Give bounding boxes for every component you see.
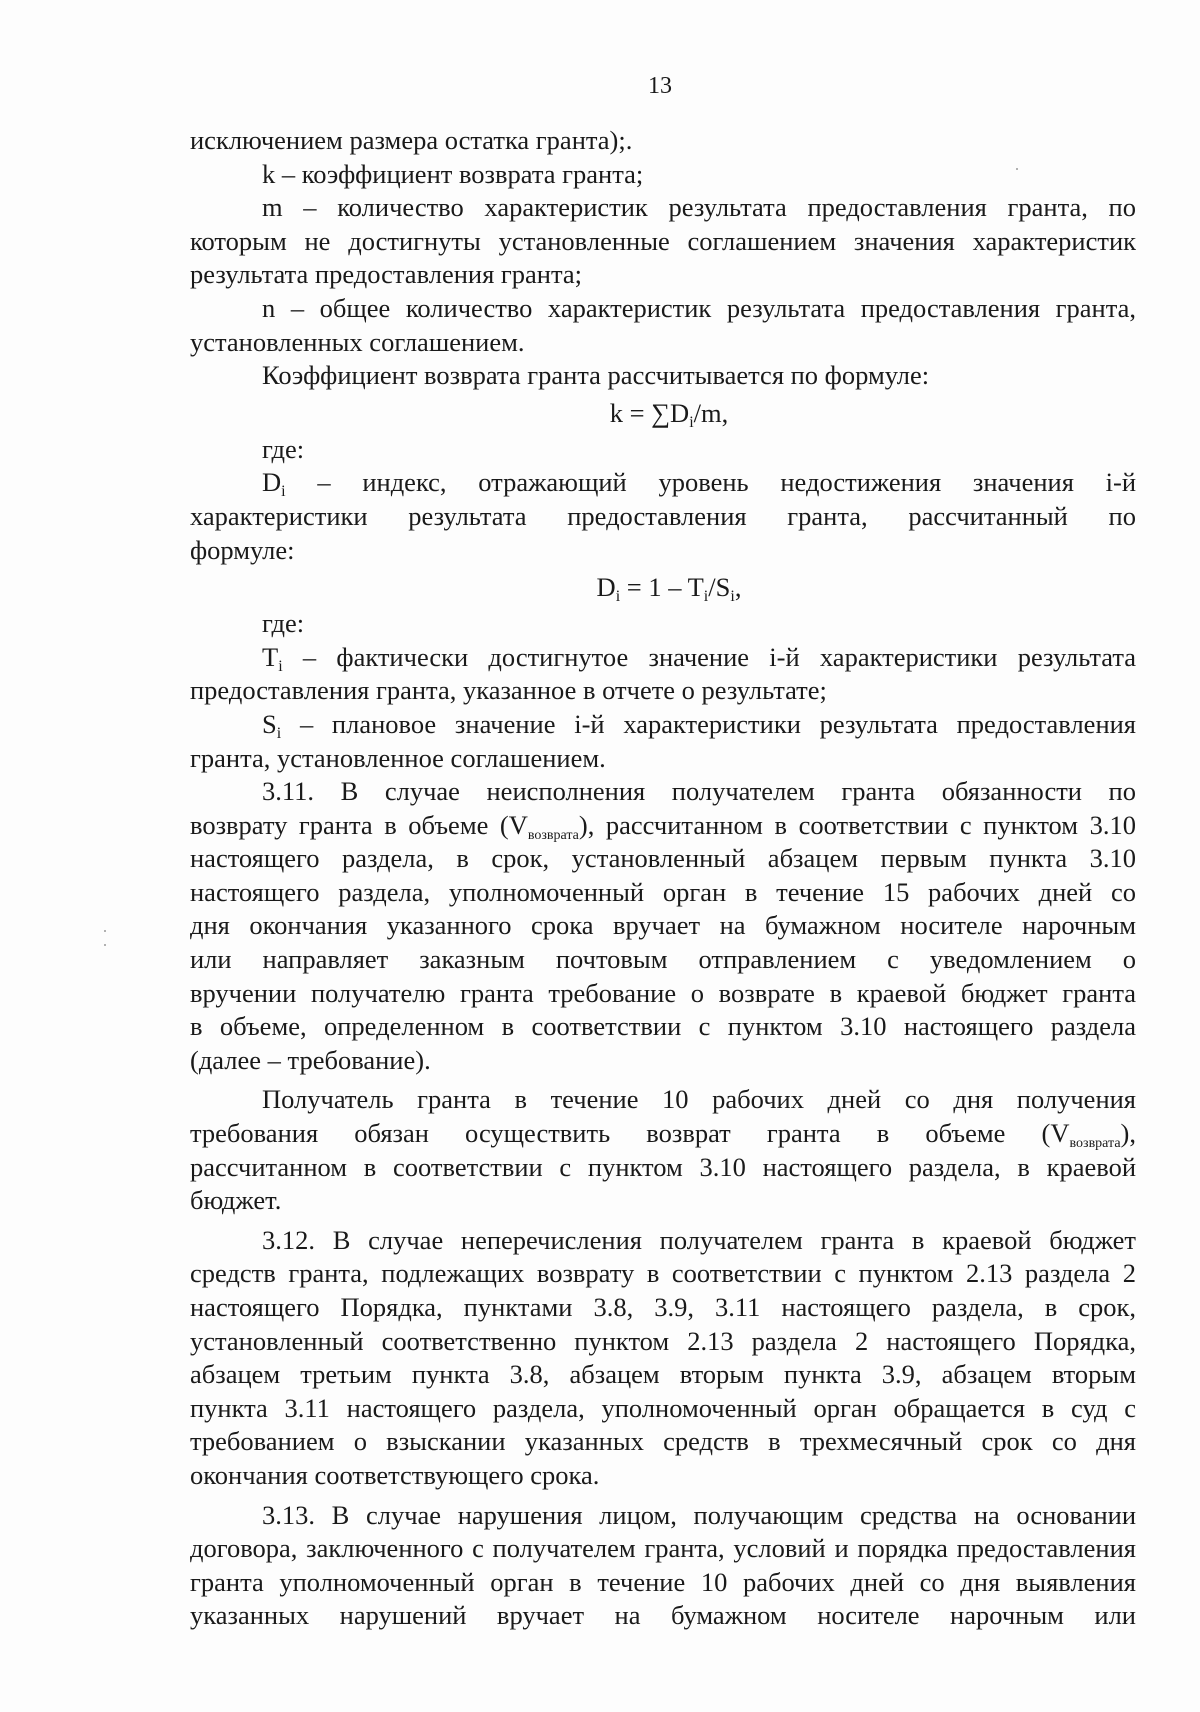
paragraph-3-12: 3.12. В случае неперечисления получателем гранта в краевой бюджет — [262, 1224, 1136, 1255]
text-line: k – коэффициент возврата гранта; — [262, 158, 644, 189]
scan-speck — [104, 944, 106, 946]
text-line: Получатель гранта в течение 10 рабочих дней со дня получения — [262, 1084, 1136, 1115]
text-line: формуле: — [190, 534, 295, 565]
text-line: результата предоставления гранта; — [190, 259, 582, 290]
text-line: гранта уполномоченный орган в течение 10 рабочих дней со дня выявления — [190, 1566, 1136, 1597]
text-line: требованием о взыскании указанных средств в трехмесячный срок со дня — [190, 1426, 1136, 1457]
text-line: которым не достигнуты установленные соглашением значения характеристик — [190, 225, 1136, 256]
text-line: характеристики результата предоставления гранта, рассчитанный по — [190, 500, 1136, 531]
text-line: настоящего раздела, уполномоченный орган в течение 15 рабочих дней со — [190, 876, 1136, 907]
text-line: $T_i$ – фактически достигнутое значение i-й характеристики результата — [262, 641, 1136, 675]
text-line: рассчитанном в соответствии с пунктом 3.10 настоящего раздела, в краевой — [190, 1151, 1136, 1182]
text-line: настоящего раздела, в срок, установленный абзацем первым пункта 3.10 — [190, 843, 1136, 874]
text-line: $S_i$ – плановое значение i-й характеристики результата предоставления — [262, 708, 1136, 742]
text-line: исключением размера остатка гранта);. — [190, 125, 633, 155]
text-line: в объеме, определенном в соответствии с пунктом 3.10 настоящего раздела — [190, 1011, 1136, 1042]
text-line: предоставления гранта, указанное в отчете о результате; — [190, 675, 827, 706]
text-line: абзацем третьим пункта 3.8, абзацем вторым пункта 3.9, абзацем вторым — [190, 1359, 1136, 1390]
formula-return-coefficient: $k = \sum D_i/m$, — [609, 397, 729, 431]
text-line: требования обязан осуществить возврат гранта в объеме $(V_{возврата})$, — [190, 1118, 1136, 1152]
text-line: (далее – требование). — [190, 1044, 431, 1075]
text-line: n – общее количество характеристик результата предоставления гранта, — [262, 292, 1136, 323]
text-line: гранта, установленное соглашением. — [190, 742, 606, 773]
text-line: пункта 3.11 настоящего раздела, уполномоченный орган обращается в суд с — [190, 1392, 1136, 1423]
text-line: или направляет заказным почтовым отправлением с уведомлением о — [190, 944, 1136, 975]
text-line: дня окончания указанного срока вручает на бумажном носителе нарочным — [190, 910, 1136, 941]
text-line: $D_i$ – индекс, отражающий уровень недостижения значения i-й — [262, 467, 1136, 501]
text-line: m – количество характеристик результата предоставления гранта, по — [262, 192, 1136, 223]
text-line: бюджет. — [190, 1185, 282, 1216]
text-line: установленный соответственно пунктом 2.13 раздела 2 настоящего Порядка, — [190, 1325, 1136, 1356]
text-line: где: — [262, 608, 305, 639]
text-line: возврату гранта в объеме $(V_{возврата})$, рассчитанном в соответствии с пунктом 3.10 — [190, 809, 1136, 843]
text-line: договора, заключенного с получателем гранта, условий и порядка предоставления — [190, 1533, 1136, 1564]
page-number: 13 — [648, 73, 672, 99]
paragraph-3-11: 3.11. В случае неисполнения получателем гранта обязанности по — [262, 776, 1136, 807]
paragraph-3-13: 3.13. В случае нарушения лицом, получающим средства на основании — [262, 1499, 1136, 1530]
body-text — [190, 124, 1136, 1633]
text-line: Коэффициент возврата гранта рассчитывается по формуле: — [262, 360, 930, 391]
text-line: средств гранта, подлежащих возврату в соответствии с пунктом 2.13 раздела 2 — [190, 1258, 1136, 1289]
text-line: установленных соглашением. — [190, 326, 525, 357]
text-line: окончания соответствующего срока. — [190, 1459, 600, 1490]
scan-speck — [1016, 168, 1018, 170]
formula-index: $D_i = 1 - T_i/S_i$, — [596, 572, 742, 606]
text-line: где: — [262, 433, 305, 464]
text-line: вручении получателю гранта требование о возврате в краевой бюджет гранта — [190, 977, 1136, 1008]
text-line: настоящего Порядка, пунктами 3.8, 3.9, 3.11 настоящего раздела, в срок, — [190, 1292, 1136, 1322]
scan-speck — [104, 930, 106, 932]
text-line: указанных нарушений вручает на бумажном носителе нарочным или — [190, 1600, 1136, 1631]
